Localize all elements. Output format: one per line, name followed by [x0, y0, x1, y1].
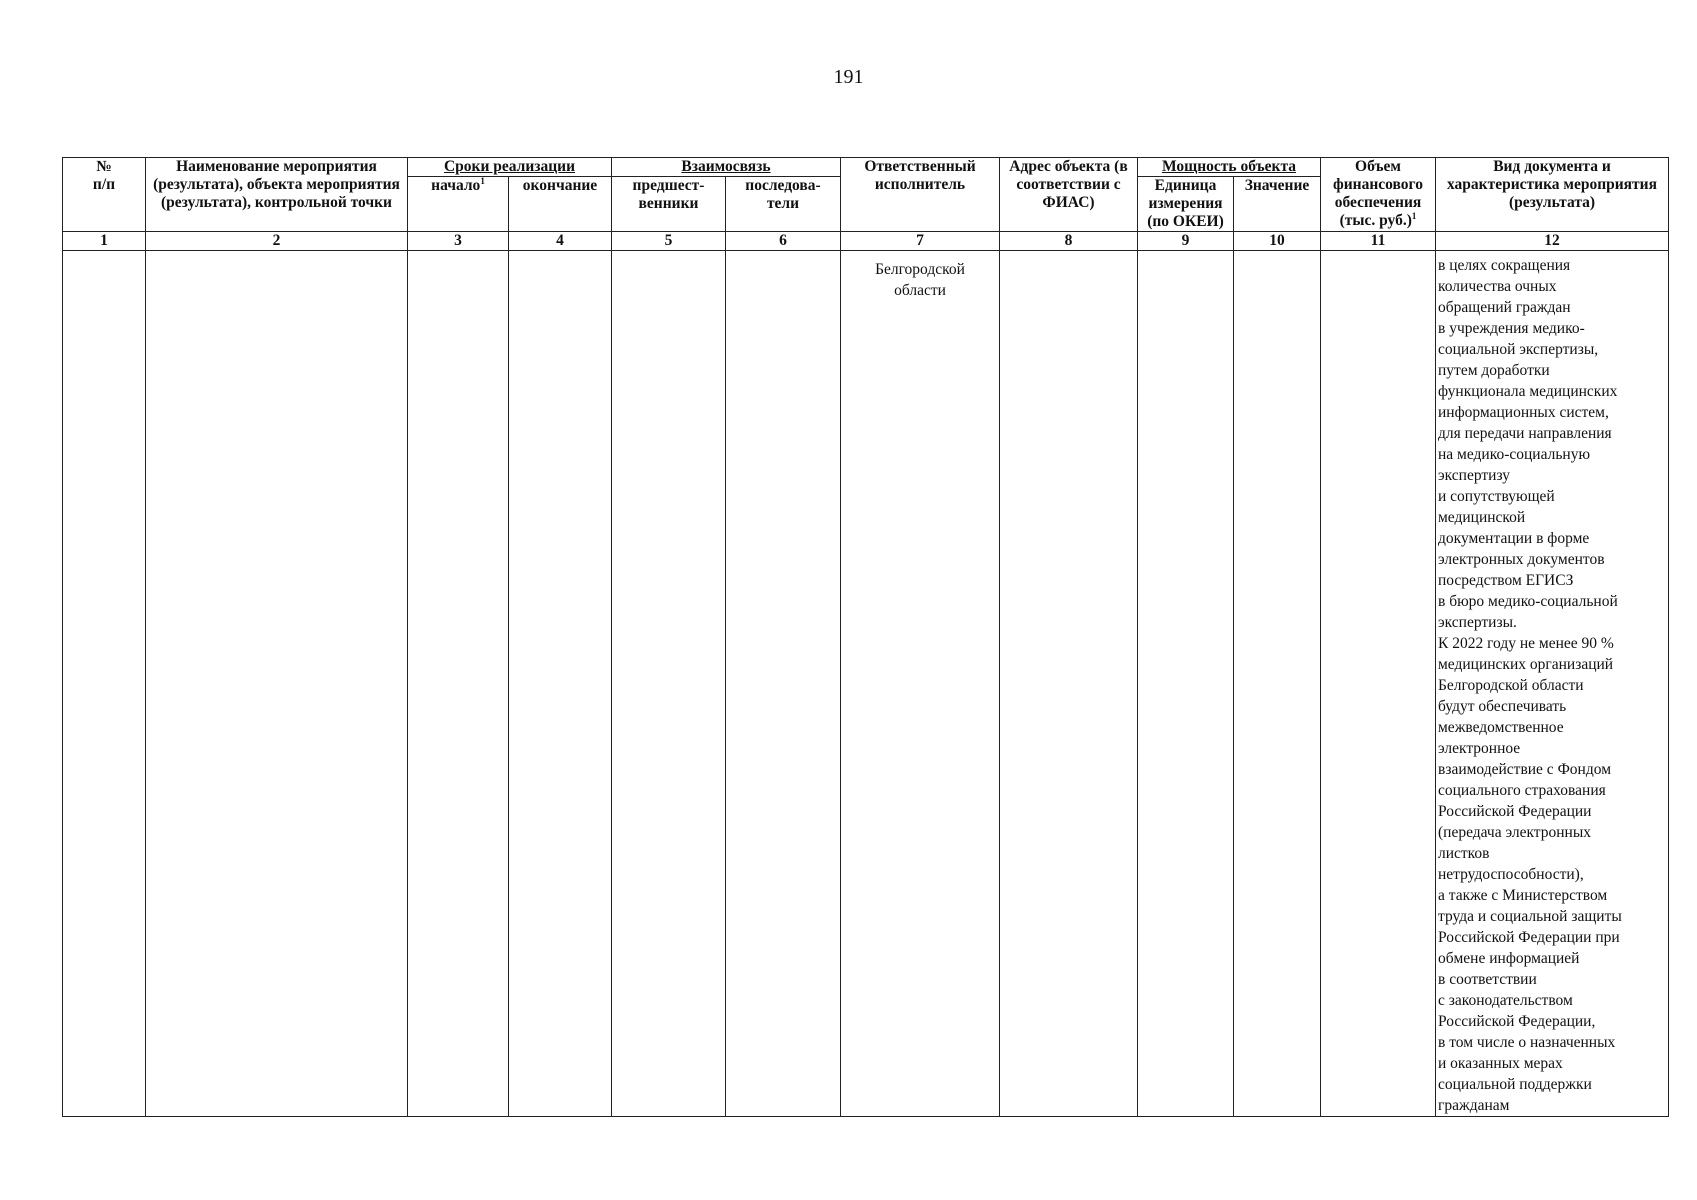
table-row: [63, 251, 1669, 1117]
cell-measure-name: [146, 251, 408, 1117]
header-document-type: Вид документа и характеристика мероприятия (результата): [1436, 158, 1669, 232]
cell-document-description: в целях сокращения количества очных обращений граждан в учреждения медико- социальной экспертизы, путем доработки функционала медицинских информационных систем, для передачи направления на медико-социальную экспертизу и сопутствующей медицинской документации в форме электронных документов посредством ЕГИСЗ в бюро медико-социальной экспертизы. К 2022 году не менее 90 % медицинских организаций Белгородской области будут обеспечивать межведомственное электронное взаимодействие с Фондом социального страхования Российской Федерации (передача электронных листков нетрудоспособности), а также с Министерством труда и социальной защиты Российской Федерации при обмене информацией в соответствии с законодательством Российской Федерации, в том числе о назначенных и оказанных мерах социальной поддержки гражданам: [1436, 251, 1669, 1117]
header-group-moshchnost: Мощность объекта: [1138, 158, 1321, 177]
header-financing: Объем финансового обеспечения (тыс. руб.)$^1$: [1321, 158, 1436, 232]
header-unit: Единица измерения (по ОКЕИ): [1138, 177, 1234, 232]
header-group-vzaimosvyaz: Взаимосвязь: [612, 158, 841, 177]
cell-number: [63, 251, 146, 1117]
cell-address: [1000, 251, 1138, 1117]
header-successors: последова- тели: [726, 177, 841, 232]
column-numbers-row: [63, 232, 1669, 251]
cell-financing: [1321, 251, 1436, 1117]
column-number: 10: [1234, 232, 1321, 251]
column-number: 7: [841, 232, 1000, 251]
cell-value: [1234, 251, 1321, 1117]
cell-predecessors: [612, 251, 726, 1117]
cell-responsible: Белгородской области: [841, 251, 1000, 1117]
cell-unit: [1138, 251, 1234, 1117]
column-number: 5: [612, 232, 726, 251]
column-number: 8: [1000, 232, 1138, 251]
header-group-sroki: Сроки реализации: [408, 158, 612, 177]
header-address: Адрес объекта (в соответствии с ФИАС): [1000, 158, 1138, 232]
column-number: 2: [146, 232, 408, 251]
header-predecessors: предшест- венники: [612, 177, 726, 232]
column-number: 6: [726, 232, 841, 251]
column-number: 12: [1436, 232, 1669, 251]
column-number: 9: [1138, 232, 1234, 251]
cell-end: [509, 251, 612, 1117]
column-number: 1: [63, 232, 146, 251]
header-measure-name: Наименование мероприятия (результата), объекта мероприятия (результата), контрольной точки: [146, 158, 408, 232]
header-responsible: Ответственный исполнитель: [841, 158, 1000, 232]
column-number: 4: [509, 232, 612, 251]
column-number: 3: [408, 232, 509, 251]
header-start: начало$^1$: [408, 177, 509, 232]
header-number: № п/п: [63, 158, 146, 232]
header-end: окончание: [509, 177, 612, 232]
cell-start: [408, 251, 509, 1117]
measures-table: [62, 157, 1669, 1117]
header-value: Значение: [1234, 177, 1321, 232]
page-number: 191: [833, 66, 864, 88]
cell-successors: [726, 251, 841, 1117]
column-number: 11: [1321, 232, 1436, 251]
